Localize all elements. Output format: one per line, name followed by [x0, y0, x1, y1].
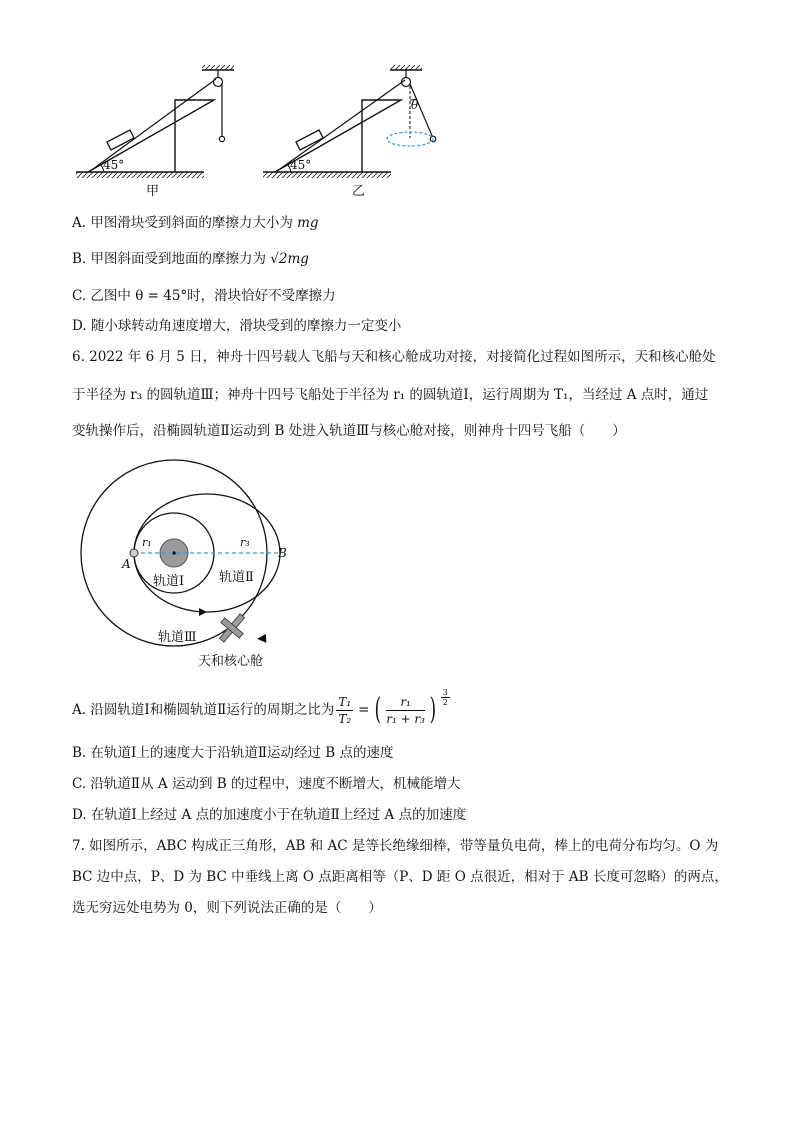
period-ratio-fraction: $\frac{\text{T₁}}{\text{T₂}}$ [338, 694, 352, 726]
orbit-1-label: 轨道Ⅰ [153, 574, 185, 589]
spacecraft-a [130, 549, 138, 557]
space-station-icon [213, 608, 252, 648]
radius-ratio-fraction: $\frac{\text{r₁}}{\text{r₁ + r₃}}$ [386, 694, 425, 726]
r1-label: r₁ [142, 536, 152, 549]
jia-angle-label: 45° [103, 158, 125, 172]
q6-stem-line2: 于半径为 r₃ 的圆轨道Ⅲ；神舟十四号飞船处于半径为 r₁ 的圆轨道Ⅰ，运行周期为 T₁，当经过 A 点时，通过 [72, 387, 709, 403]
q5-option-b: B. 甲图斜面受到地面的摩擦力为 √2mg [72, 251, 309, 267]
incline-figures [60, 60, 460, 200]
q5-option-d: D. 随小球转动角速度增大，滑块受到的摩擦力一定变小 [72, 318, 402, 334]
q5-option-c: C. 乙图中 θ = 45°时，滑块恰好不受摩擦力 [72, 288, 336, 304]
exponent-fraction: $\frac{3}{2}$ [442, 688, 448, 707]
orbit-2-label: 轨道Ⅱ [219, 570, 254, 585]
theta-label: θ [411, 98, 419, 112]
figure-yi [263, 65, 436, 178]
q5-option-a: A. 甲图滑块受到斜面的摩擦力大小为 mg [72, 215, 319, 231]
q6-option-c: C. 沿轨道Ⅱ从 A 运动到 B 的过程中，速度不断增大，机械能增大 [72, 776, 461, 792]
yi-angle-label: 45° [290, 158, 312, 172]
r3-label: r₃ [240, 536, 250, 549]
figure-jia [76, 65, 234, 178]
q6-option-b: B. 在轨道Ⅰ上的速度大于沿轨道Ⅱ运动经过 B 点的速度 [72, 745, 394, 761]
jia-caption: 甲 [146, 184, 160, 199]
q6-option-d: D. 在轨道Ⅰ上经过 A 点的加速度小于在轨道Ⅱ上经过 A 点的加速度 [72, 807, 467, 823]
q6-option-a: A. 沿圆轨道Ⅰ和椭圆轨道Ⅱ运行的周期之比为 $\frac{\text{T₁}}{\text{T₂}}$ = ( $\frac{\text{r₁}}{\text{r₁ + r₃}}$ ) $\frac{3}{2}$ [72, 688, 448, 727]
station-label: 天和核心舱 [198, 654, 264, 669]
q7-stem-line1: 7. 如图所示，ABC 构成正三角形，AB 和 AC 是等长绝缘细棒，带等量负电荷，棒上的电荷分布均匀。O 为 [72, 838, 719, 854]
q6-stem-line3: 变轨操作后，沿椭圆轨道Ⅱ运动到 B 处进入轨道Ⅲ与核心舱对接，则神舟十四号飞船（ ） [72, 423, 626, 439]
orbit-3-label: 轨道Ⅲ [158, 630, 197, 645]
orbit-diagram [66, 458, 316, 678]
q7-stem-line2: BC 边中点，P、D 为 BC 中垂线上离 O 点距离相等（P、D 距 O 点很近，相对于 AB 长度可忽略）的两点， [72, 869, 728, 885]
point-a-label: A [122, 557, 131, 571]
yi-caption: 乙 [352, 184, 366, 199]
q6-stem-line1: 6. 2022 年 6 月 5 日，神舟十四号载人飞船与天和核心舱成功对接，对接简化过程如图所示，天和核心舱处 [72, 349, 716, 365]
point-b-label: B [278, 546, 287, 560]
q7-stem-line3: 选无穷远处电势为 0，则下列说法正确的是（ ） [72, 900, 382, 916]
